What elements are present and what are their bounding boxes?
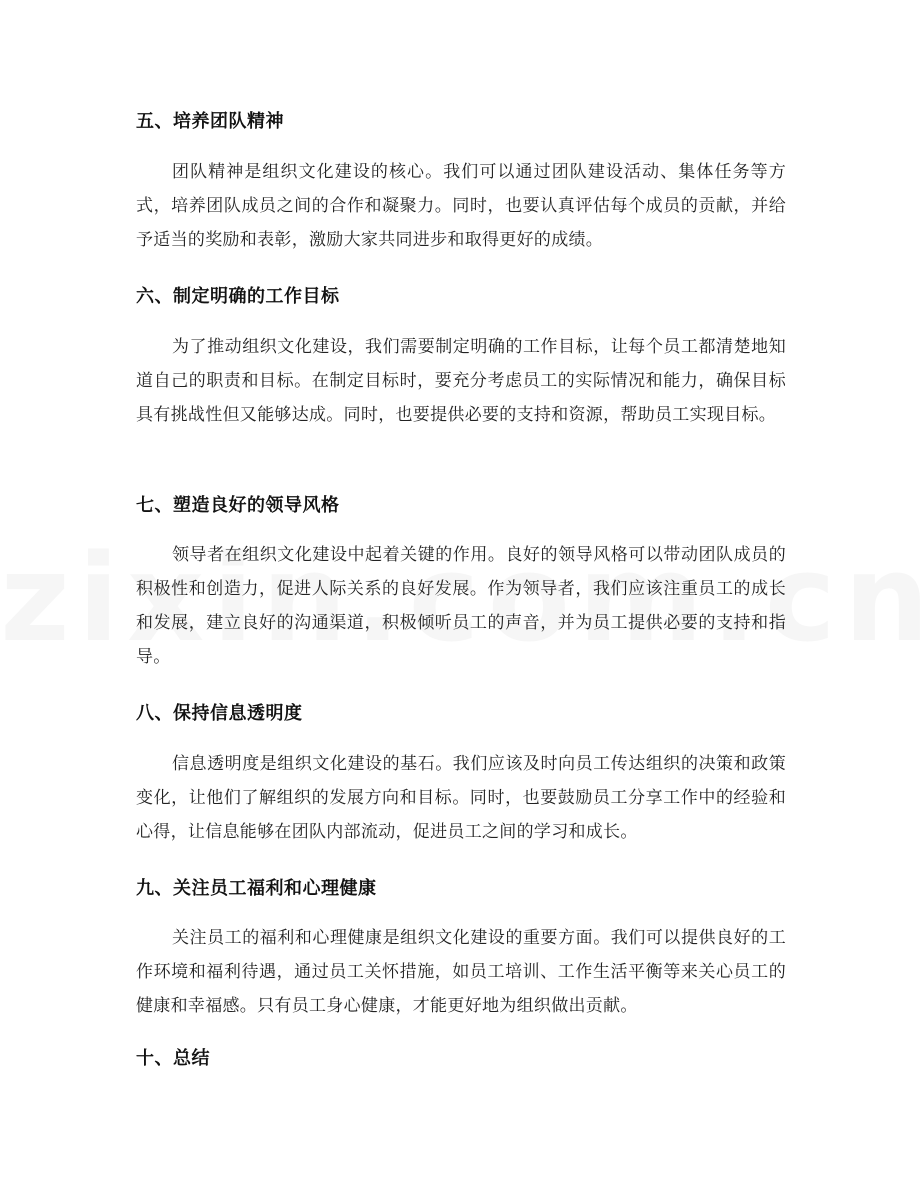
section-heading-8: 八、保持信息透明度 [136, 703, 303, 724]
section-paragraph-6: 为了推动组织文化建设，我们需要制定明确的工作目标，让每个员工都清楚地知道自己的职责和目标。在制定目标时，要充分考虑员工的实际情况和能力，确保目标具有挑战性但又能够达成。同时，也要提供必要的支持和资源，帮助员工实现目标。 [136, 337, 786, 425]
section-heading-10: 十、总结 [136, 1048, 210, 1069]
section-heading-5: 五、培养团队精神 [136, 111, 284, 132]
section-paragraph-9: 关注员工的福利和心理健康是组织文化建设的重要方面。我们可以提供良好的工作环境和福利待遇，通过员工关怀措施，如员工培训、工作生活平衡等来关心员工的健康和幸福感。只有员工身心健康，才能更好地为组织做出贡献。 [136, 928, 786, 1016]
section-heading-7: 七、塑造良好的领导风格 [136, 495, 340, 516]
section-heading-9: 九、关注员工福利和心理健康 [136, 878, 377, 899]
section-paragraph-7: 领导者在组织文化建设中起着关键的作用。良好的领导风格可以带动团队成员的积极性和创造力，促进人际关系的良好发展。作为领导者，我们应该注重员工的成长和发展，建立良好的沟通渠道，积极倾听员工的声音，并为员工提供必要的支持和指导。 [136, 545, 786, 667]
section-paragraph-5: 团队精神是组织文化建设的核心。我们可以通过团队建设活动、集体任务等方式，培养团队成员之间的合作和凝聚力。同时，也要认真评估每个成员的贡献，并给予适当的奖励和表彰，激励大家共同进步和取得更好的成绩。 [136, 162, 786, 250]
section-paragraph-8: 信息透明度是组织文化建设的基石。我们应该及时向员工传达组织的决策和政策变化，让他们了解组织的发展方向和目标。同时，也要鼓励员工分享工作中的经验和心得，让信息能够在团队内部流动，促进员工之间的学习和成长。 [136, 754, 786, 842]
section-heading-6: 六、制定明确的工作目标 [136, 286, 340, 307]
